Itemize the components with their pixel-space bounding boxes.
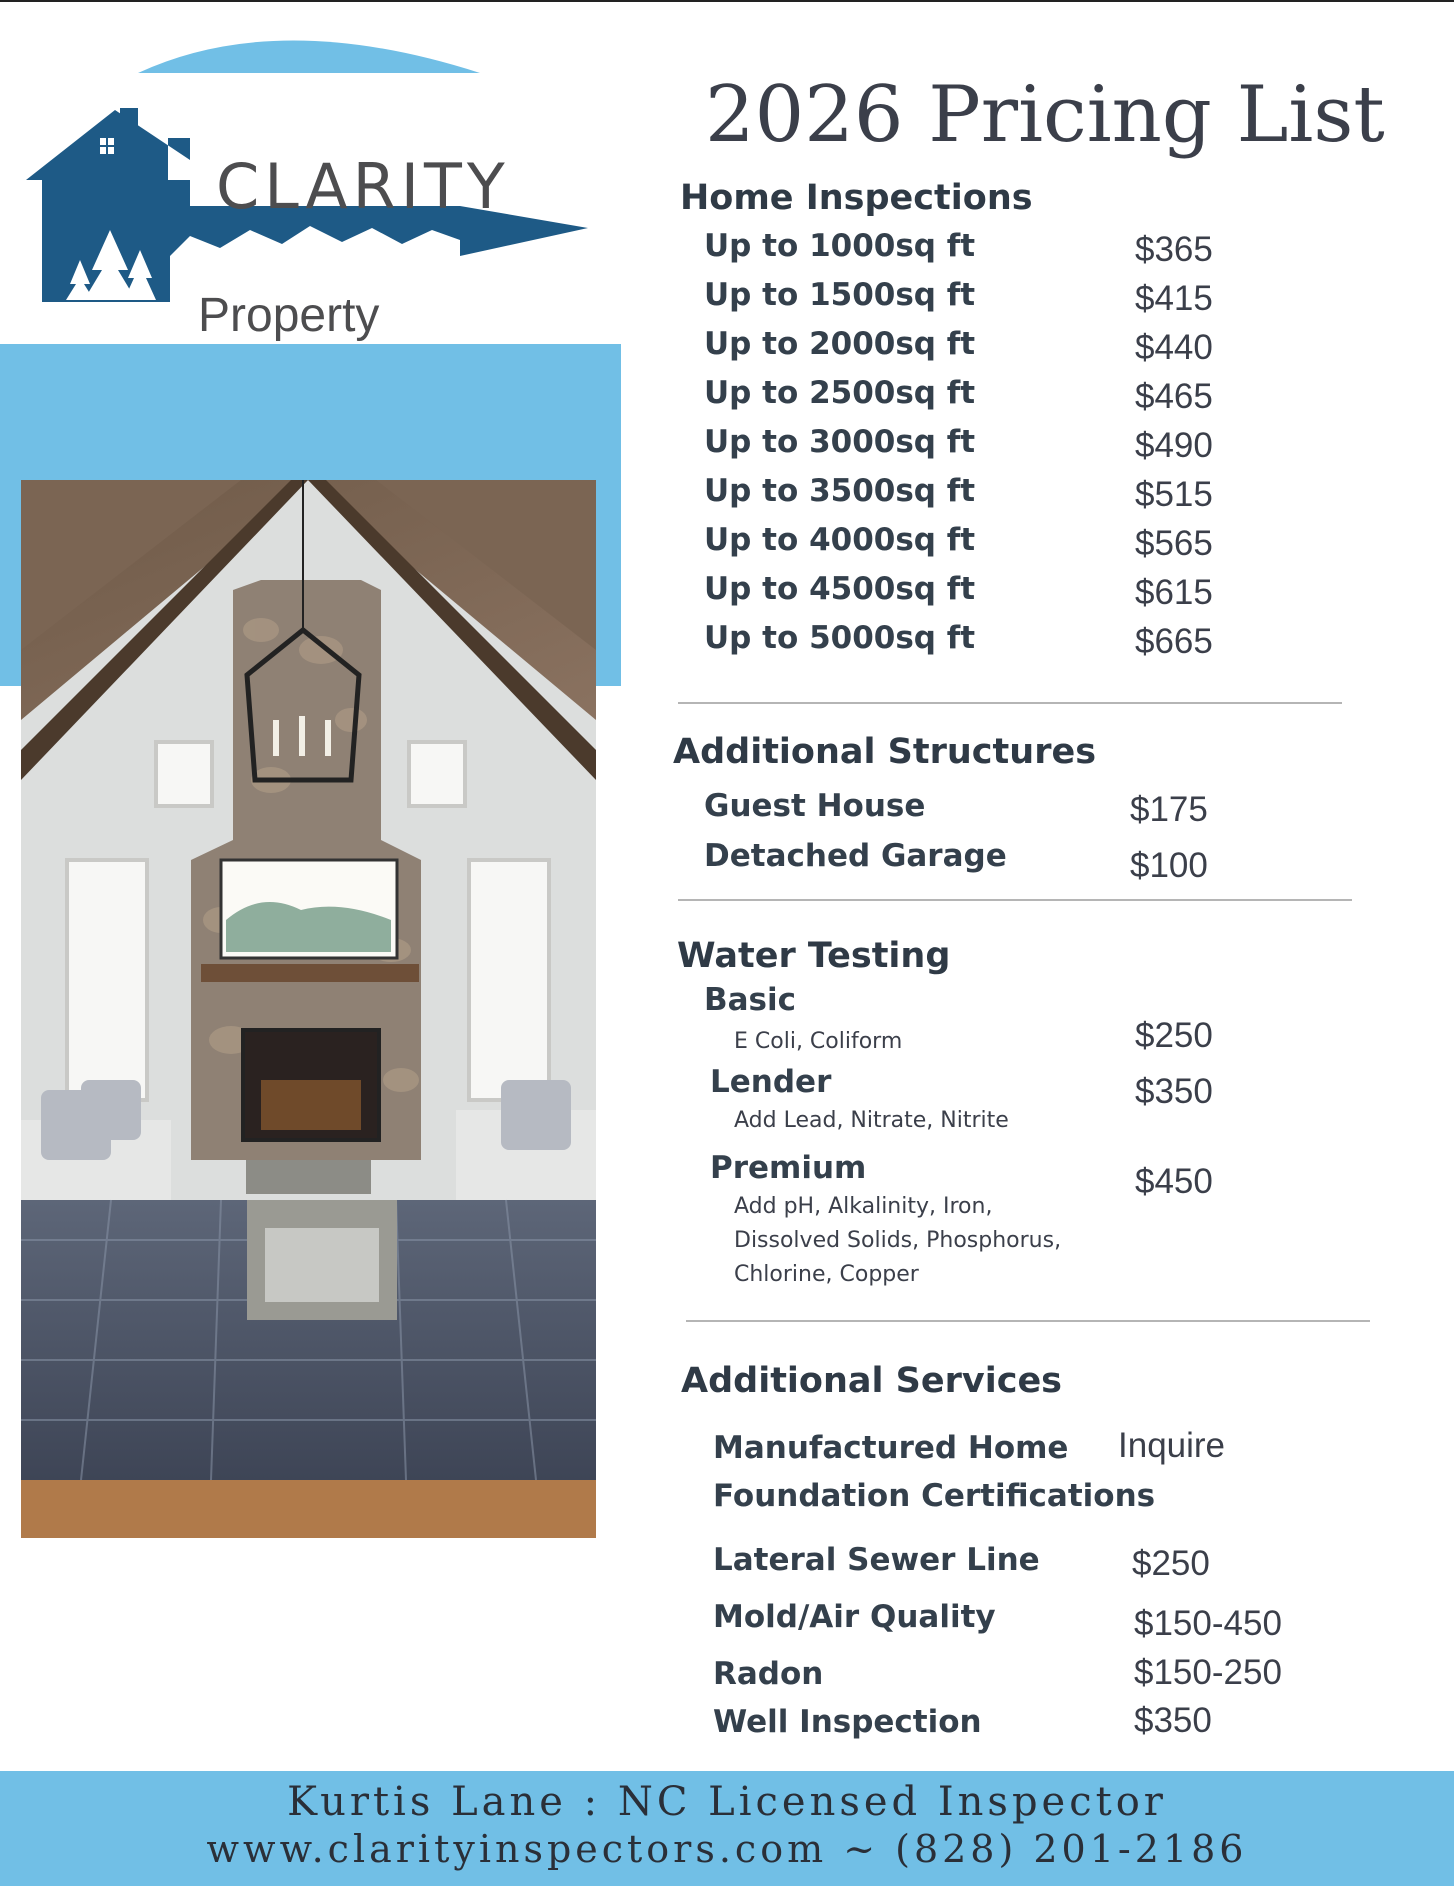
water-premium-label: Premium (710, 1150, 867, 1186)
home-row-price: $490 (1135, 426, 1213, 465)
water-basic-label: Basic (704, 982, 797, 1018)
service-row-price: $150-250 (1134, 1653, 1282, 1692)
water-lender-price: $350 (1135, 1072, 1213, 1111)
service-row-price: $350 (1134, 1701, 1212, 1740)
water-lender-label: Lender (710, 1064, 832, 1100)
service-row-price: $150-450 (1134, 1604, 1282, 1643)
water-basic-price: $250 (1135, 1016, 1213, 1055)
home-row-label: Up to 2500sq ft (704, 375, 976, 411)
living-room-photo (21, 480, 596, 1538)
water-premium-price: $450 (1135, 1162, 1213, 1201)
section-divider (678, 702, 1342, 704)
foundation-certifications-label: Foundation Certifications (713, 1478, 1156, 1514)
manufactured-home-price: Inquire (1118, 1426, 1226, 1465)
top-rule (0, 0, 1454, 2)
home-row-label: Up to 3000sq ft (704, 424, 976, 460)
water-testing-heading: Water Testing (677, 936, 951, 976)
service-row-label: Mold/Air Quality (713, 1599, 996, 1635)
service-row-label: Radon (713, 1656, 824, 1692)
home-row-label: Up to 4500sq ft (704, 571, 976, 607)
section-divider (686, 1320, 1370, 1322)
footer-inspector: Kurtis Lane : NC Licensed Inspector (287, 1779, 1167, 1825)
home-row-label: Up to 3500sq ft (704, 473, 976, 509)
footer-contact: www.clarityinspectors.com ~ (828) 201-2186 (206, 1827, 1248, 1871)
additional-structures-heading: Additional Structures (673, 732, 1097, 772)
home-row-price: $415 (1135, 279, 1213, 318)
service-row-label: Lateral Sewer Line (713, 1542, 1040, 1578)
water-basic-detail: E Coli, Coliform (734, 1029, 903, 1054)
structure-row-price: $175 (1130, 790, 1208, 829)
home-row-price: $665 (1135, 622, 1213, 661)
water-premium-detail-line: Dissolved Solids, Phosphorus, (734, 1228, 1062, 1253)
home-row-label: Up to 1500sq ft (704, 277, 976, 313)
home-row-label: Up to 2000sq ft (704, 326, 976, 362)
home-row-price: $515 (1135, 475, 1213, 514)
home-row-price: $365 (1135, 230, 1213, 269)
additional-services-heading: Additional Services (681, 1361, 1063, 1401)
footer-bar (0, 1771, 1454, 1886)
water-premium-detail-line: Chlorine, Copper (734, 1262, 919, 1287)
home-inspections-heading: Home Inspections (680, 178, 1033, 218)
manufactured-home-label: Manufactured Home (713, 1430, 1069, 1466)
page-title: 2026 Pricing List (705, 70, 1385, 160)
structure-row-label: Guest House (704, 788, 926, 824)
home-row-label: Up to 1000sq ft (704, 228, 976, 264)
structure-row-price: $100 (1130, 846, 1208, 885)
home-row-price: $565 (1135, 524, 1213, 563)
home-row-label: Up to 4000sq ft (704, 522, 976, 558)
structure-row-label: Detached Garage (704, 838, 1007, 874)
home-row-price: $465 (1135, 377, 1213, 416)
service-row-label: Well Inspection (713, 1704, 982, 1740)
water-premium-detail-line: Add pH, Alkalinity, Iron, (734, 1194, 993, 1219)
logo-tagline: Property (198, 289, 380, 342)
clarity-logo (20, 30, 600, 342)
home-row-price: $615 (1135, 573, 1213, 612)
service-row-price: $250 (1132, 1544, 1210, 1583)
water-lender-detail: Add Lead, Nitrate, Nitrite (734, 1108, 1009, 1133)
home-row-label: Up to 5000sq ft (704, 620, 976, 656)
home-row-price: $440 (1135, 328, 1213, 367)
section-divider (678, 899, 1352, 901)
logo-wordmark: CLARITY (216, 150, 510, 223)
